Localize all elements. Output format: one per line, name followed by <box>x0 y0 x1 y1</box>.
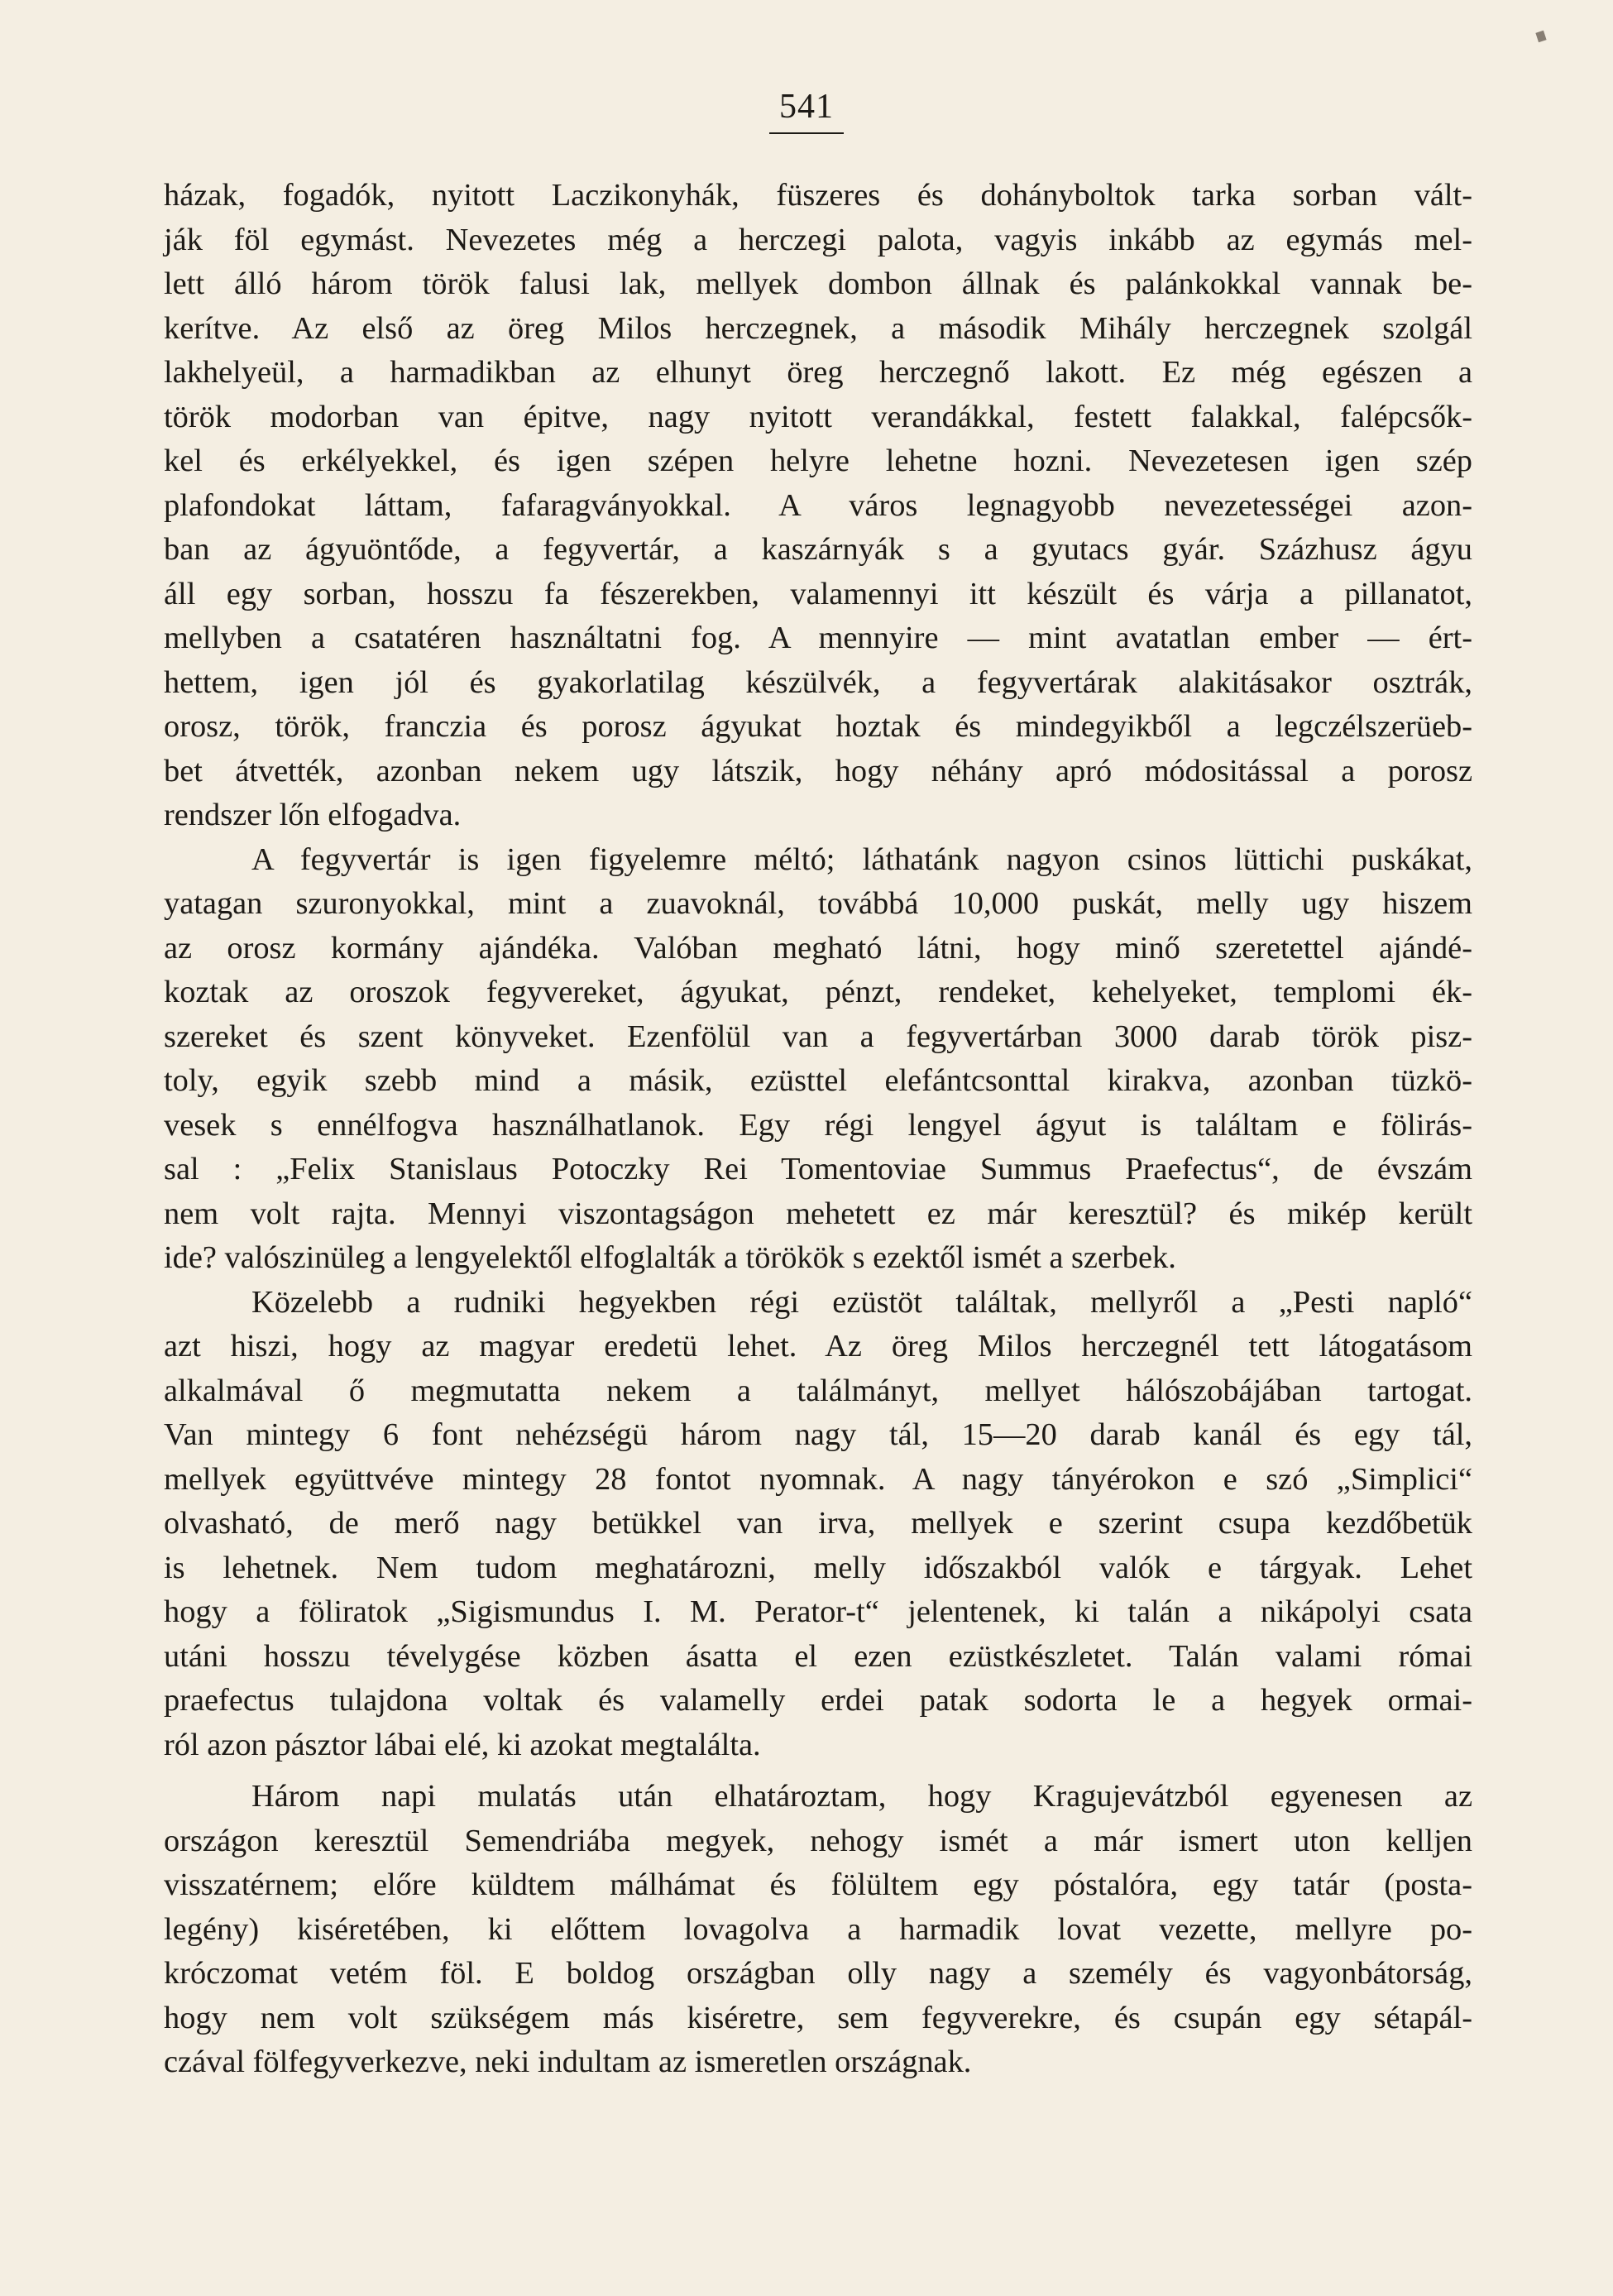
text-line: is lehetnek. Nem tudom meghatározni, melly időszakból valók e tárgyak. Lehet <box>164 1550 1472 1585</box>
text-line: kerítve. Az első az öreg Milos herczegnek, a második Mihály herczegnek szolgál <box>164 310 1472 346</box>
text-line: A fegyvertár is igen figyelemre méltó; láthatánk nagyon csinos lüttichi puskákat, <box>251 841 1472 877</box>
body-text <box>164 174 1472 2085</box>
text-line: kel és erkélyekkel, és igen szépen helyre lehetne hozni. Nevezetesen igen szép <box>164 443 1472 478</box>
text-line: visszatérnem; előre küldtem málhámat és fölültem egy póstalóra, egy tatár (posta- <box>164 1867 1472 1902</box>
text-line: lett álló három török falusi lak, mellyek dombon állnak és palánkokkal vannak be- <box>164 266 1472 301</box>
text-line: hogy a föliratok „Sigismundus I. M. Perator-t“ jelentenek, ki talán a nikápolyi csata <box>164 1594 1472 1629</box>
text-line: koztak az oroszok fegyvereket, ágyukat, pénzt, rendeket, kehelyeket, templomi ék- <box>164 975 1472 1009</box>
text-line: török modorban van épitve, nagy nyitott verandákkal, festett falakkal, falépcsők- <box>164 399 1472 434</box>
text-line: utáni hosszu tévelygése közben ásatta el ezen ezüstkészletet. Talán valami római <box>164 1638 1472 1674</box>
paragraph <box>164 1775 1472 2085</box>
text-line: mellyek együttvéve mintegy 28 fontot nyomnak. A nagy tányérokon e szó „Simplici“ <box>164 1461 1472 1497</box>
text-line: orosz, török, franczia és porosz ágyukat hoztak és mindegyikből a legczélszerüeb- <box>164 709 1472 744</box>
text-line: toly, egyik szebb mind a másik, ezüsttel elefántcsonttal kirakva, azonban tüzkö- <box>164 1063 1472 1098</box>
text-line: króczomat vetém föl. E boldog országban olly nagy a személy és vagyonbátorság, <box>164 1956 1472 1991</box>
text-line: ról azon pásztor lábai elé, ki azokat megtalálta. <box>164 1727 761 1762</box>
text-line: ban az ágyuöntőde, a fegyvertár, a kaszárnyák s a gyutacs gyár. Százhusz ágyu <box>164 532 1472 567</box>
text-line: alkalmával ő megmutatta nekem a találmányt, mellyet hálószobájában tartogat. <box>164 1373 1472 1408</box>
text-line: praefectus tulajdona voltak és valamelly erdei patak sodorta le a hegyek ormai- <box>164 1683 1472 1718</box>
text-line: plafondokat láttam, fafaragványokkal. A város legnagyobb nevezetességei azon- <box>164 487 1472 523</box>
text-line: hettem, igen jól és gyakorlatilag készülvék, a fegyvertárak alakitásakor osztrák, <box>164 664 1472 700</box>
page-number: 541 <box>769 89 844 134</box>
text-line: áll egy sorban, hosszu fa fészerekben, valamennyi itt készült és várja a pillanatot, <box>164 576 1472 611</box>
text-line: czával fölfegyverkezve, neki indultam az ismeretlen országnak. <box>164 2044 972 2079</box>
text-line: szereket és szent könyveket. Ezenfölül van a fegyvertárban 3000 darab török pisz- <box>164 1019 1472 1054</box>
text-line: vesek s ennélfogva használhatlanok. Egy régi lengyel ágyut is találtam e fölirás- <box>164 1107 1472 1143</box>
text-line: lakhelyeül, a harmadikban az elhunyt öreg herczegnő lakott. Ez még egészen a <box>164 355 1472 390</box>
text-line: országon keresztül Semendriába megyek, nehogy ismét a már ismert uton kelljen <box>164 1823 1472 1858</box>
text-line: bet átvették, azonban nekem ugy látszik, hogy néhány apró módositással a porosz <box>164 753 1472 789</box>
text-line: legény) kiséretében, ki előttem lovagolva a harmadik lovat vezette, mellyre po- <box>164 1911 1472 1947</box>
text-line: sal : „Felix Stanislaus Potoczky Rei Tomentoviae Summus Praefectus“, de évszám <box>164 1152 1472 1186</box>
page-edge-mark <box>1535 31 1546 43</box>
text-line: Van mintegy 6 font nehézségü három nagy tál, 15—20 darab kanál és egy tál, <box>164 1417 1472 1452</box>
paragraph <box>164 1281 1472 1768</box>
text-line: Három napi mulatás után elhatároztam, hogy Kragujevátzból egyenesen az <box>251 1779 1472 1814</box>
paragraph <box>164 174 1472 838</box>
text-line: mellyben a csatatéren használtatni fog. A mennyire — mint avatatlan ember — ért- <box>164 621 1472 655</box>
text-line: olvasható, de merő nagy betükkel van irva, mellyek e szerint csupa kezdőbetük <box>164 1506 1472 1541</box>
text-line: házak, fogadók, nyitott Laczikonyhák, füszeres és dohányboltok tarka sorban vált- <box>164 178 1472 213</box>
text-line: azt hiszi, hogy az magyar eredetü lehet. Az öreg Milos herczegnél tett látogatásom <box>164 1329 1472 1364</box>
text-line: ide? valószinüleg a lengyelektől elfoglalták a törökök s ezektől ismét a szerbek. <box>164 1240 1176 1275</box>
paragraph <box>164 838 1472 1281</box>
text-line: az orosz kormány ajándéka. Valóban megható látni, hogy minő szeretettel ajándé- <box>164 930 1472 966</box>
text-line: rendszer lőn elfogadva. <box>164 798 462 832</box>
page-header <box>0 89 1613 134</box>
text-line: nem volt rajta. Mennyi viszontagságon mehetett ez már keresztül? és mikép került <box>164 1196 1472 1231</box>
text-line: hogy nem volt szükségem más kiséretre, sem fegyverekre, és csupán egy sétapál- <box>164 2000 1472 2035</box>
text-line: yatagan szuronyokkal, mint a zuavoknál, továbbá 10,000 puskát, melly ugy hiszem <box>164 886 1472 921</box>
text-line: Közelebb a rudniki hegyekben régi ezüstöt találtak, mellyről a „Pesti napló“ <box>251 1284 1472 1320</box>
text-line: ják föl egymást. Nevezetes még a herczegi palota, vagyis inkább az egymás mel- <box>164 222 1472 257</box>
